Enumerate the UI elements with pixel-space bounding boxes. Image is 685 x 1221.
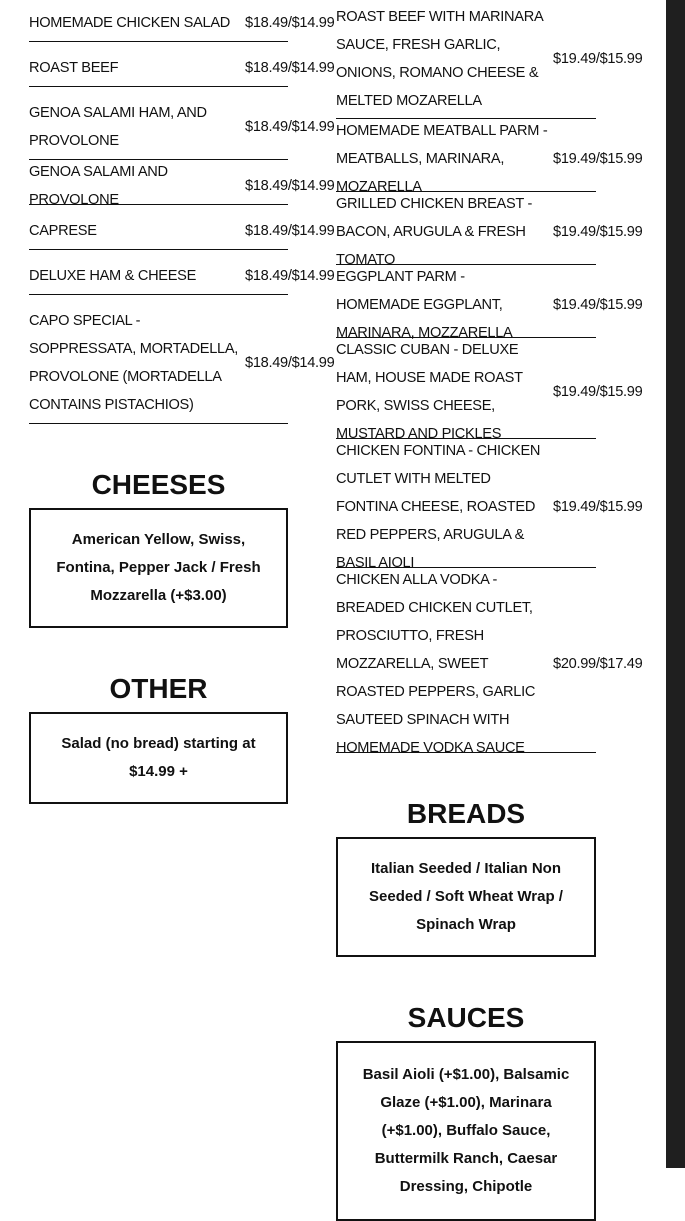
menu-item-price: $18.49/$14.99	[245, 268, 335, 284]
row-divider	[29, 294, 288, 295]
menu-item-price: $19.49/$15.99	[553, 224, 643, 240]
menu-item-row	[336, 443, 656, 571]
menu-item-name: HOMEMADE CHICKEN SALAD	[29, 15, 230, 31]
menu-item-name: GENOA SALAMI AND PROVOLONE	[29, 164, 168, 208]
breads-box	[336, 837, 596, 957]
menu-item-name: EGGPLANT PARM - HOMEMADE EGGPLANT, MARINARA, MOZZARELLA	[336, 269, 513, 341]
menu-item-price: $18.49/$14.99	[245, 223, 335, 239]
menu-item-row	[336, 196, 656, 268]
menu-item-row	[29, 5, 349, 41]
menu-item-price: $19.49/$15.99	[553, 51, 643, 67]
other-box	[29, 712, 288, 804]
menu-item-price: $18.49/$14.99	[245, 355, 335, 371]
row-divider	[29, 204, 288, 205]
menu-item-price: $18.49/$14.99	[245, 60, 335, 76]
menu-item-price: $20.99/$17.49	[553, 656, 643, 672]
menu-item-name: CAPO SPECIAL - SOPPRESSATA, MORTADELLA, PROVOLONE (MORTADELLA CONTAINS PISTACHIOS)	[29, 313, 239, 413]
menu-item-name: CHICKEN FONTINA - CHICKEN CUTLET WITH MELTED FONTINA CHEESE, ROASTED RED PEPPERS, ARUGULA & BASIL AIOLI	[336, 443, 541, 571]
breads-section	[336, 797, 596, 957]
menu-item-row	[336, 123, 656, 195]
menu-item-price: $18.49/$14.99	[245, 178, 335, 194]
breads-text: Italian Seeded / Italian Non Seeded / Soft Wheat Wrap / Spinach Wrap	[369, 860, 563, 933]
menu-item-row	[336, 342, 656, 442]
menu-item-row	[29, 164, 349, 208]
breads-heading: BREADS	[406, 798, 526, 829]
row-divider	[29, 249, 288, 250]
sauces-heading: SAUCES	[407, 1002, 525, 1033]
menu-item-name: ROAST BEEF WITH MARINARA SAUCE, FRESH GARLIC, ONIONS, ROMANO CHEESE & MELTED MOZARELLA	[336, 9, 543, 109]
menu-item-row	[29, 258, 349, 294]
cheeses-heading: CHEESES	[91, 469, 226, 500]
other-section	[29, 672, 288, 804]
menu-item-row	[29, 95, 349, 159]
menu-item-row	[336, 269, 656, 341]
menu-item-name: HOMEMADE MEATBALL PARM - MEATBALLS, MARINARA, MOZARELLA	[336, 123, 548, 195]
menu-item-row	[29, 50, 349, 86]
row-divider	[29, 86, 288, 87]
other-text: Salad (no bread) starting at $14.99 +	[61, 735, 256, 780]
cheeses-box	[29, 508, 288, 628]
menu-item-row	[29, 303, 349, 423]
cheeses-section	[29, 468, 288, 628]
menu-item-row	[336, 0, 656, 118]
menu-item-name: CHICKEN ALLA VODKA - BREADED CHICKEN CUTLET, PROSCIUTTO, FRESH MOZZARELLA, SWEET ROASTED PEPPERS, GARLIC SAUTEED SPINACH WITH HOMEMADE VODKA SAUCE	[336, 572, 536, 756]
menu-item-name: DELUXE HAM & CHEESE	[29, 268, 197, 284]
cheeses-text: American Yellow, Swiss, Fontina, Pepper Jack / Fresh Mozzarella (+$3.00)	[56, 531, 261, 604]
menu-item-name: ROAST BEEF	[29, 60, 119, 76]
menu-item-price: $19.49/$15.99	[553, 151, 643, 167]
sauces-box	[336, 1041, 596, 1221]
page-edge-scrollbar[interactable]	[666, 0, 685, 1168]
menu-item-price: $18.49/$14.99	[245, 119, 335, 135]
row-divider	[336, 752, 596, 753]
menu-item-price: $19.49/$15.99	[553, 297, 643, 313]
sauces-section	[336, 1001, 596, 1221]
menu-item-name: CAPRESE	[29, 223, 97, 239]
menu-item-price: $19.49/$15.99	[553, 384, 643, 400]
menu-item-name: CLASSIC CUBAN - DELUXE HAM, HOUSE MADE ROAST PORK, SWISS CHEESE, MUSTARD AND PICKLES	[336, 342, 523, 442]
menu-item-name: GRILLED CHICKEN BREAST - BACON, ARUGULA & FRESH TOMATO	[336, 196, 533, 268]
sauces-text: Basil Aioli (+$1.00), Balsamic Glaze (+$1.00), Marinara (+$1.00), Buffalo Sauce, Buttermilk Ranch, Caesar Dressing, Chipotle	[362, 1066, 570, 1195]
other-heading: OTHER	[109, 673, 208, 704]
menu-item-name: GENOA SALAMI HAM, AND PROVOLONE	[29, 105, 207, 149]
menu-item-price: $19.49/$15.99	[553, 499, 643, 515]
menu-item-row	[336, 572, 656, 756]
row-divider	[29, 423, 288, 424]
menu-item-price: $18.49/$14.99	[245, 15, 335, 31]
row-divider	[29, 41, 288, 42]
menu-item-row	[29, 213, 349, 249]
